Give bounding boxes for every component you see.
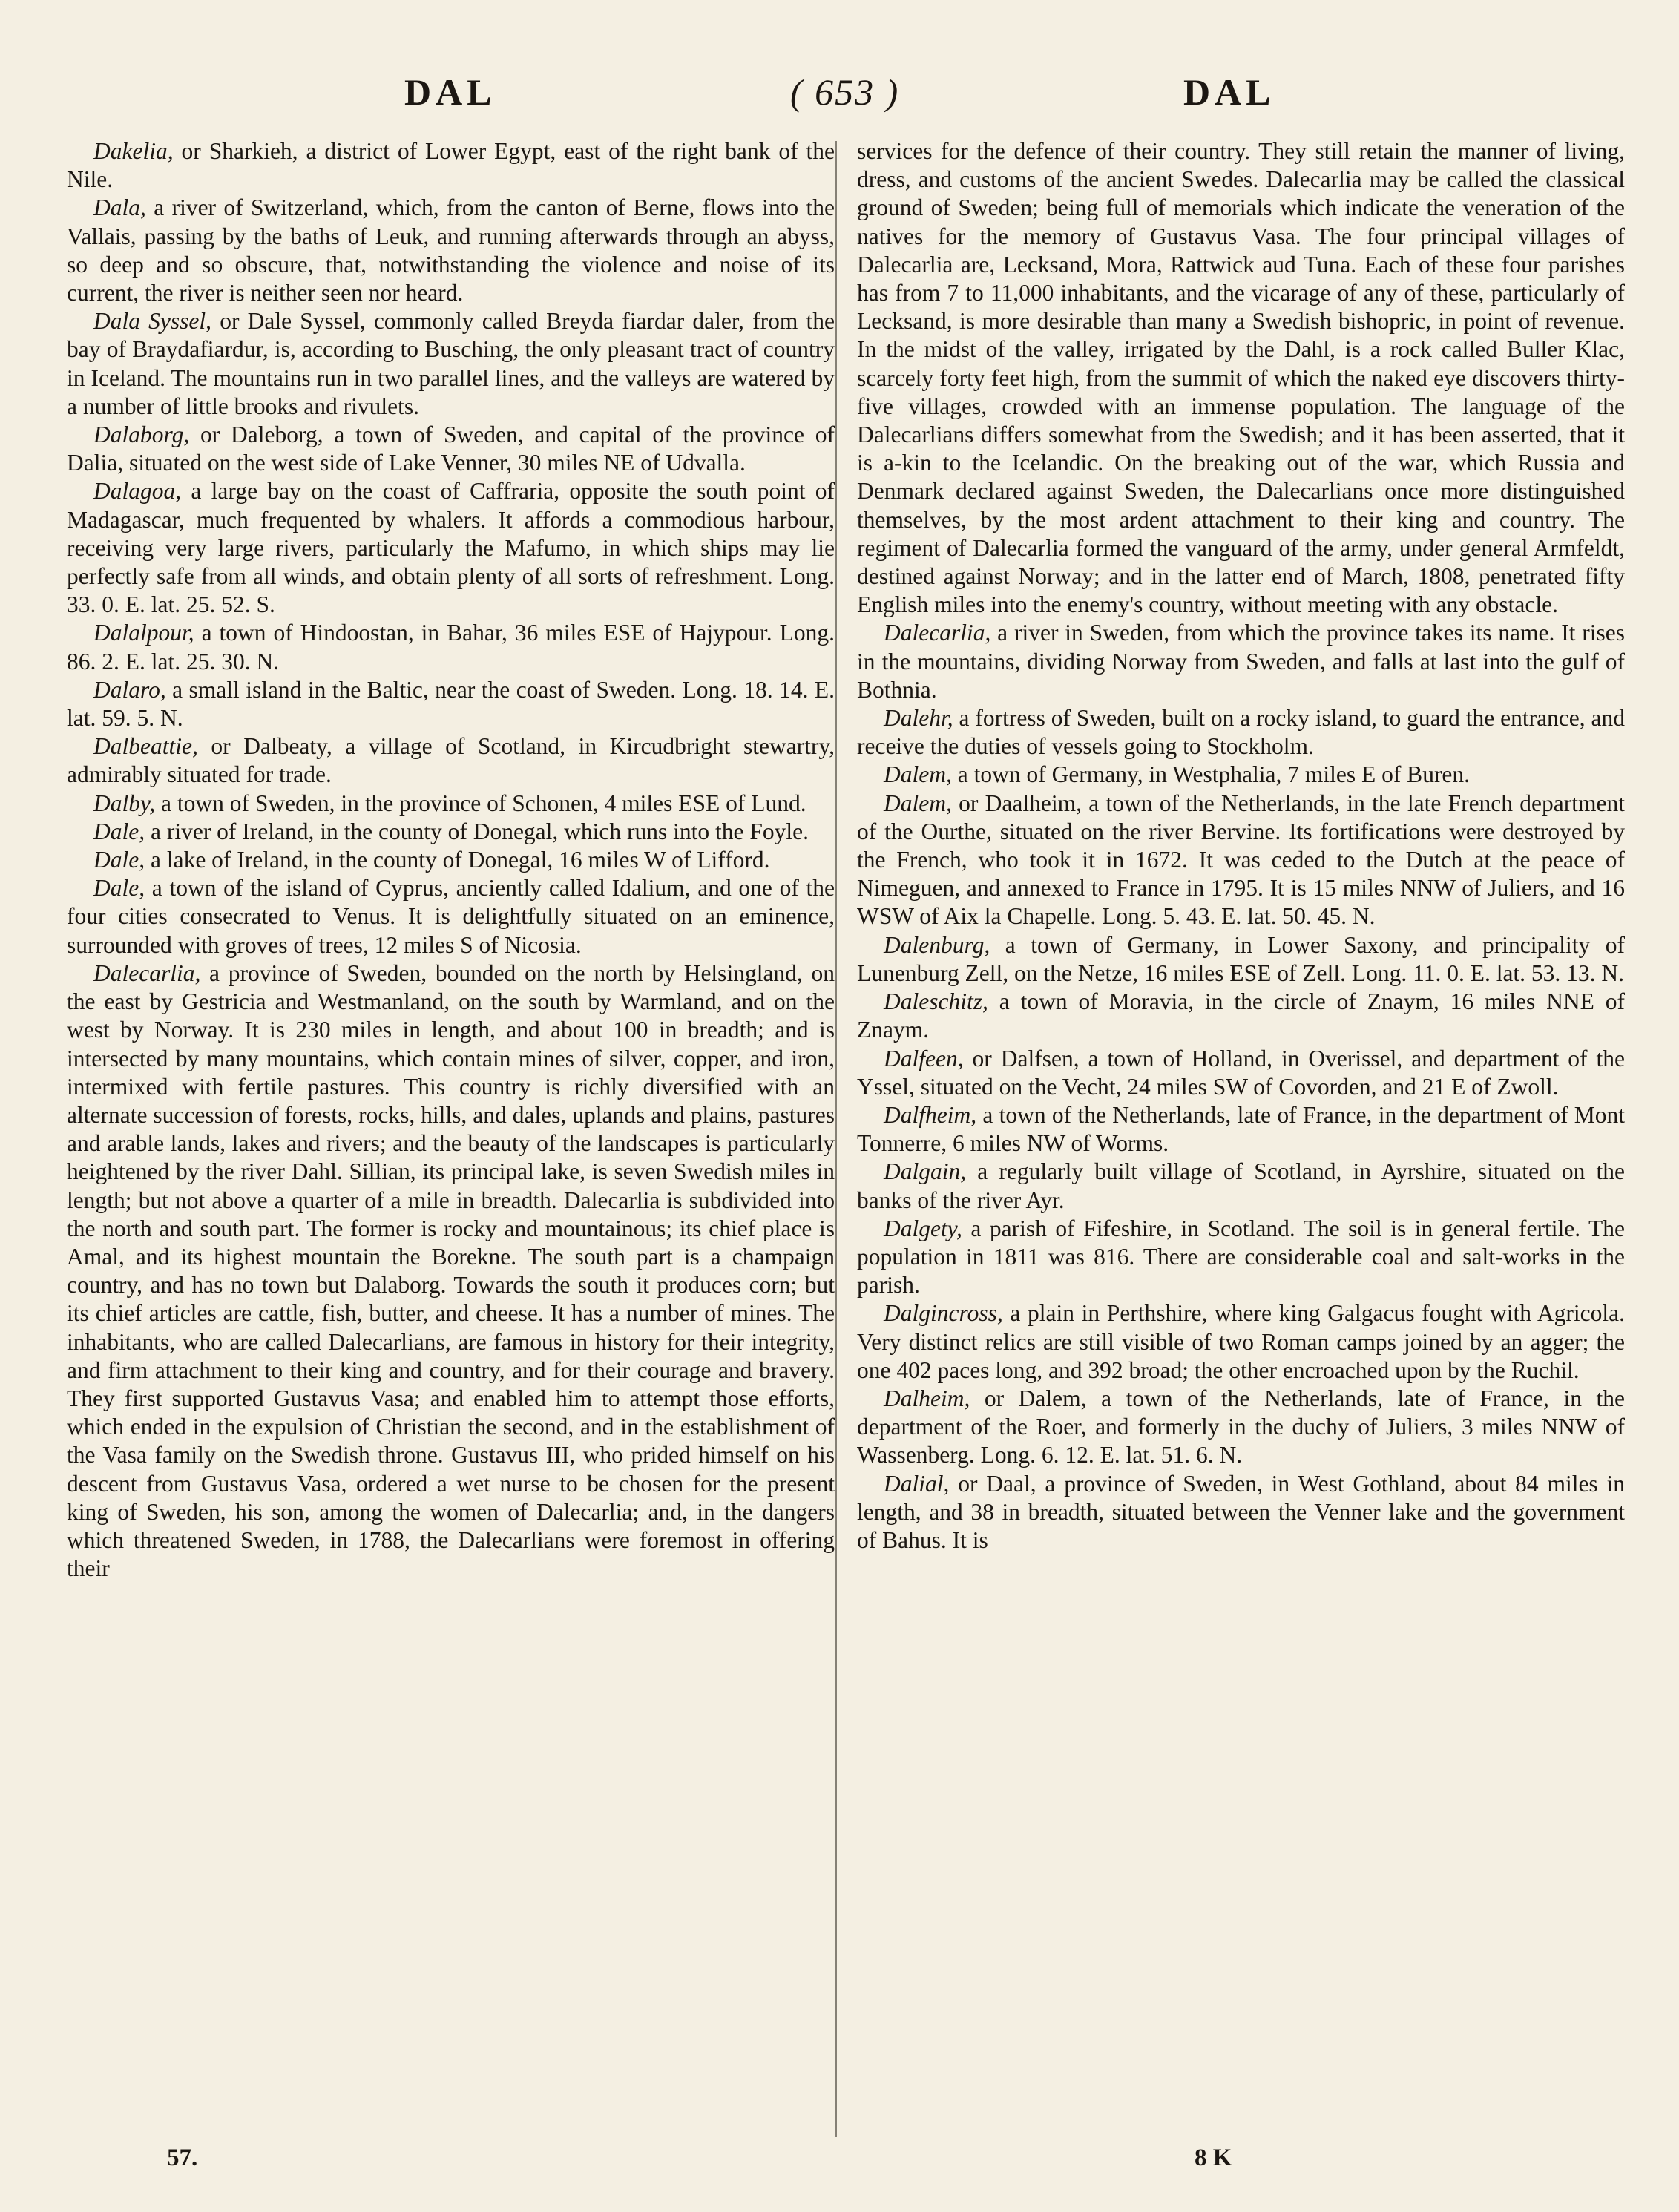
entry-headword: Dalagoa, — [93, 478, 182, 505]
dictionary-entry — [67, 732, 835, 789]
entry-headword: Dalgain, — [884, 1158, 967, 1185]
entry-headword: Dale, — [93, 818, 145, 844]
entry-text: a river of Switzerland, which, from the canton of Berne, flows into the Vallais, passing by the baths of Leuk, and running afterwards through an abyss, so deep and so obscure, that, notwithstanding the violence and noise of its current, the river is neither seen nor heard. — [67, 194, 835, 306]
dictionary-entry — [67, 307, 835, 421]
dictionary-entry — [67, 874, 835, 959]
entry-headword: Dalaborg, — [93, 421, 190, 448]
dictionary-entry — [857, 1101, 1625, 1158]
entry-text: a province of Sweden, bounded on the north by Helsingland, on the east by Gestricia and Westmanland, on the south by Warmland, and on the west by Norway. It is 230 miles in length, and about 100 in breadth; and is intersected by many mountains, which contain mines of silver, copper, and iron, intermixed with fertile pastures. This country is richly diversified with an alternate succession of forests, rocks, hills, and dales, uplands and plains, pastures and arable lands, lakes and rivers; and the beauty of the landscapes is particularly heightened by the river Dahl. Sillian, its principal lake, is seven Swedish miles in length; but not above a quarter of a mile in breadth. Dalecarlia is subdivided into the north and south part. The former is rocky and mountainous; its chief place is Amal, and its highest mountain the Borekne. The south part is a champaign country, and has no town but Dalaborg. Towards the south it produces corn; but its chief articles are cattle, fish, butter, and cheese. It has a number of mines. The inhabitants, who are called Dalecarlians, are famous in history for their integrity, and firm attachment to their king and country, and for their courage and bravery. They first supported Gustavus Vasa; and enabled him to attempt those efforts, which ended in the expulsion of Christian the second, and in the establishment of the Vasa family on the Swedish throne. Gustavus III, who prided himself on his descent from Gustavus Vasa, ordered a wet nurse to be chosen for the present king of Sweden, his son, among the women of Dalecarlia; and, in the dangers which threatened Sweden, in 1788, the Dalecarlians were foremost in offering their — [67, 959, 835, 1582]
dictionary-entry — [67, 421, 835, 477]
dictionary-entry — [857, 619, 1625, 704]
entry-headword: Dalalpour, — [93, 620, 194, 646]
entry-text: a river in Sweden, from which the province takes its name. It rises in the mountains, dividing Norway from Sweden, and falls at last into the gulf of Bothnia. — [857, 620, 1625, 703]
entry-headword: Daleschitz, — [884, 988, 988, 1015]
entry-text: a town of Germany, in Westphalia, 7 miles E of Buren. — [951, 761, 1471, 788]
entry-text: a town of Germany, in Lower Saxony, and principality of Lunenburg Zell, on the Netze, 16 miles ESE of Zell. Long. 11. 0. E. lat. 53. 13. N. — [857, 931, 1625, 986]
entry-text: or Daal, a province of Sweden, in West Gothland, about 84 miles in length, and 38 in breadth, situated between the Venner lake and the government of Bahus. It is — [857, 1470, 1625, 1553]
dictionary-entry — [67, 194, 835, 307]
entry-headword: Dalgincross, — [884, 1300, 1003, 1327]
dictionary-entry — [67, 846, 835, 874]
page-number: ( 653 ) — [790, 71, 900, 113]
entry-text: a large bay on the coast of Caffraria, opposite the south point of Madagascar, much frequented by whalers. It affords a commodious harbour, receiving very large rivers, particularly the Mafumo, in which ships may lie perfectly safe from all winds, and obtain plenty of all sorts of refreshment. Long. 33. 0. E. lat. 25. 52. S. — [67, 478, 835, 618]
entry-headword: Dalehr, — [884, 705, 953, 732]
dictionary-entry — [67, 137, 835, 194]
entry-headword: Dale, — [93, 847, 145, 873]
entry-headword: Dale, — [93, 875, 145, 902]
entry-text: a regularly built village of Scotland, in Ayrshire, situated on the banks of the river Ayr. — [857, 1158, 1625, 1213]
dictionary-entry — [857, 137, 1625, 619]
right-column — [857, 137, 1625, 1555]
dictionary-entry — [857, 1045, 1625, 1101]
left-column — [67, 137, 835, 1583]
entry-headword: Dalem, — [884, 790, 952, 816]
dictionary-entry — [857, 1158, 1625, 1214]
entry-text: or Daalheim, a town of the Netherlands, in the late French department of the Ourthe, situated on the river Bervine. Its fortifications were destroyed by the French, who took it in 1672. It was ceded to the Dutch at the peace of Nimeguen, and annexed to France in 1795. It is 15 miles NNW of Juliers, and 16 WSW of Aix la Chapelle. Long. 5. 43. E. lat. 50. 45. N. — [857, 790, 1625, 930]
entry-text: a town of Sweden, in the province of Schonen, 4 miles ESE of Lund. — [155, 790, 806, 816]
running-head-left: DAL — [404, 71, 496, 113]
dictionary-entry — [67, 790, 835, 818]
entry-headword: Dalenburg, — [884, 931, 990, 958]
entry-headword: Dakelia, — [93, 138, 174, 164]
entry-headword: Dala, — [93, 194, 146, 221]
entry-text: or Dalbeaty, a village of Scotland, in Kircudbright stewartry, admirably situated for trade. — [67, 733, 835, 788]
entry-text: or Dalfsen, a town of Holland, in Overissel, and department of the Yssel, situated on the Vecht, 24 miles SW of Covorden, and 21 E of Zwoll. — [857, 1045, 1625, 1100]
entry-text: or Sharkieh, a district of Lower Egypt, east of the right bank of the Nile. — [67, 138, 835, 193]
entry-headword: Dalecarlia, — [93, 959, 201, 986]
entry-text: or Dale Syssel, commonly called Breyda fiardar daler, from the bay of Braydafiardur, is, according to Busching, the only pleasant tract of country in Iceland. The mountains run in two parallel lines, and the valleys are watered by a number of little brooks and rivulets. — [67, 308, 835, 419]
column-divider — [835, 141, 837, 2137]
dictionary-entry — [857, 1470, 1625, 1555]
dictionary-entry — [67, 619, 835, 675]
entry-headword: Dalbeattie, — [93, 733, 198, 760]
entry-text: a parish of Fifeshire, in Scotland. The soil is in general fertile. The population in 1811 was 816. There are considerable coal and salt-works in the parish. — [857, 1215, 1625, 1299]
entry-headword: Dalfeen, — [884, 1045, 964, 1071]
entry-headword: Dala Syssel, — [93, 308, 212, 335]
entry-headword: Dalaro, — [93, 676, 166, 703]
entry-text: a town of the Netherlands, late of France, in the department of Mont Tonnerre, 6 miles NW of Worms. — [857, 1101, 1625, 1157]
dictionary-entry — [67, 959, 835, 1583]
entry-text: a small island in the Baltic, near the coast of Sweden. Long. 18. 14. E. lat. 59. 5. N. — [67, 676, 835, 732]
entry-text: a town of the island of Cyprus, anciently called Idalium, and one of the four cities consecrated to Venus. It is delightfully situated on an eminence, surrounded with groves of trees, 12 miles S of Nicosia. — [67, 875, 835, 958]
dictionary-entry — [857, 1215, 1625, 1300]
running-head-right: DAL — [1183, 71, 1275, 113]
entry-text: a town of Moravia, in the circle of Znaym, 16 miles NNE of Znaym. — [857, 988, 1625, 1043]
dictionary-entry — [857, 988, 1625, 1044]
entry-text: or Dalem, a town of the Netherlands, late of France, in the department of the Roer, and formerly in the duchy of Juliers, 3 miles NNW of Wassenberg. Long. 6. 12. E. lat. 51. 6. N. — [857, 1385, 1625, 1468]
dictionary-entry — [857, 1385, 1625, 1470]
dictionary-entry — [857, 1299, 1625, 1385]
entry-headword: Dalheim, — [884, 1385, 970, 1411]
entry-text: a fortress of Sweden, built on a rocky island, to guard the entrance, and receive the duties of vessels going to Stockholm. — [857, 705, 1625, 760]
entry-headword: Dalby, — [93, 790, 156, 816]
dictionary-entry — [67, 818, 835, 846]
dictionary-entry — [857, 790, 1625, 931]
entry-text: a town of Hindoostan, in Bahar, 36 miles ESE of Hajypour. Long. 86. 2. E. lat. 25. 30. N. — [67, 620, 835, 675]
entry-headword: Dalem, — [884, 761, 952, 788]
entry-text: a lake of Ireland, in the county of Donegal, 16 miles W of Lifford. — [145, 847, 770, 873]
signature-mark-left: 57. — [167, 2144, 198, 2171]
signature-mark-right: 8 K — [1195, 2144, 1232, 2171]
entry-text: a river of Ireland, in the county of Donegal, which runs into the Foyle. — [145, 818, 809, 844]
entry-text: a plain in Perthshire, where king Galgacus fought with Agricola. Very distinct relics are still visible of two Roman camps joined by an agger; the one 402 paces long, and 392 broad; the other encroached upon by the Ruchil. — [857, 1300, 1625, 1383]
entry-text: or Daleborg, a town of Sweden, and capital of the province of Dalia, situated on the west side of Lake Venner, 30 miles NE of Udvalla. — [67, 421, 835, 476]
entry-headword: Dalgety, — [884, 1215, 962, 1241]
entry-headword: Dalecarlia, — [884, 620, 991, 646]
dictionary-entry — [857, 704, 1625, 761]
dictionary-entry — [857, 931, 1625, 988]
entry-headword: Dalial, — [884, 1470, 950, 1497]
dictionary-entry — [67, 477, 835, 619]
entry-headword: Dalfheim, — [884, 1101, 977, 1128]
dictionary-entry — [857, 761, 1625, 789]
dictionary-entry — [67, 676, 835, 732]
entry-text: services for the defence of their country. They still retain the manner of living, dress, and customs of the ancient Swedes. Dalecarlia may be called the classical ground of Sweden; being full of memorials which indicate the veneration of the natives for the memory of Gustavus Vasa. The four principal villages of Dalecarlia are, Lecksand, Mora, Rattwick aud Tuna. Each of these four parishes has from 7 to 11,000 inhabitants, and the vicarage of any of these, particularly of Lecksand, is more desirable than many a Swedish bishopric, in point of revenue. In the midst of the valley, irrigated by the Dahl, is a rock called Buller Klac, scarcely forty feet high, from the summit of which the naked eye discovers thirty-five villages, crowded with an immense population. The language of the Dalecarlians differs somewhat from the Swedish; and it has been asserted, that it is a-kin to the Icelandic. On the breaking out of the war, which Russia and Denmark declared against Sweden, the Dalecarlians once more distinguished themselves, by the most ardent attachment to their king and country. The regiment of Dalecarlia formed the vanguard of the army, under general Armfeldt, destined against Norway; and in the latter end of March, 1808, penetrated fifty English miles into the enemy's country, without meeting with any obstacle. — [857, 138, 1625, 618]
